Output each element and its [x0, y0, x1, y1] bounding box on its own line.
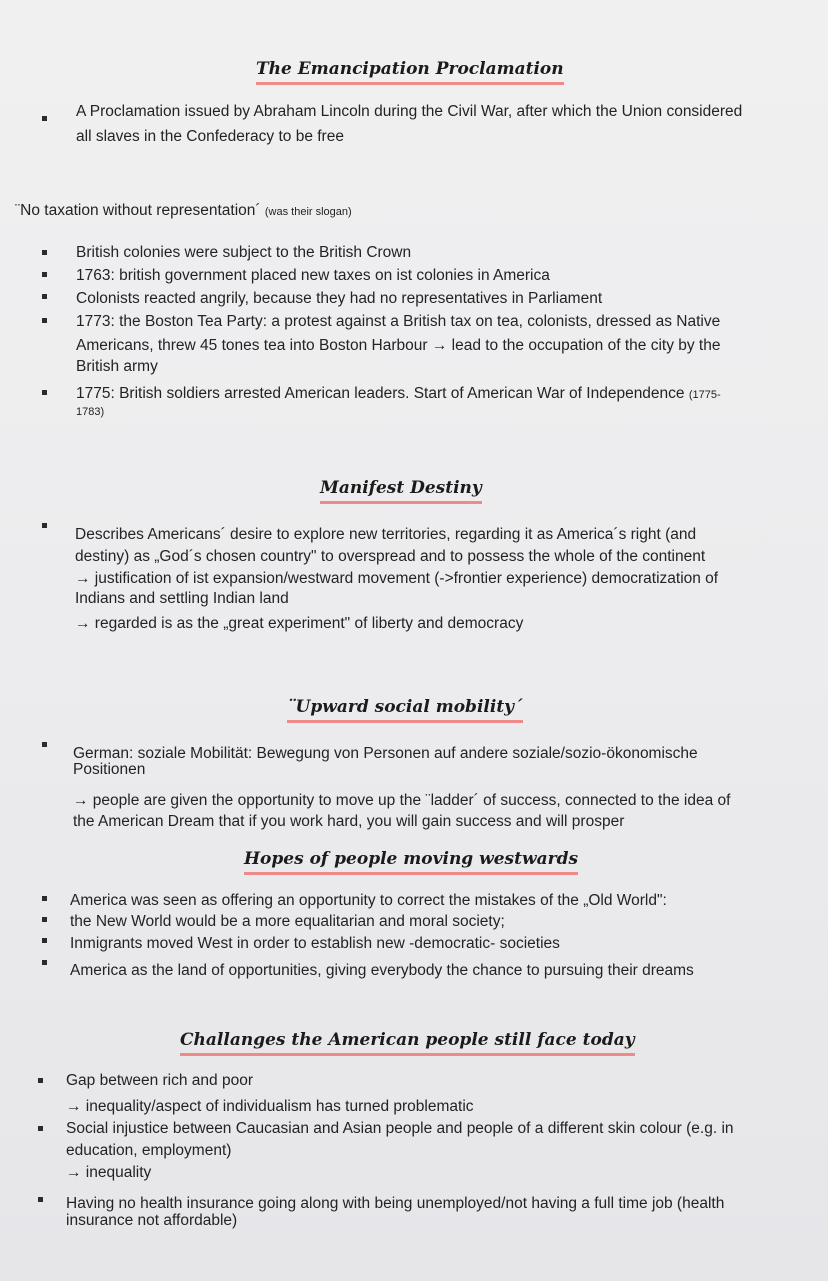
slogan-text: ¨No taxation without representation´ — [15, 202, 261, 219]
heading-challenges-today: Challanges the American people still face today — [180, 1030, 635, 1056]
text-span: 1775: British soldiers arrested American leaders. Start of American War of Independence — [76, 385, 685, 402]
bullet-marker — [38, 1078, 43, 1083]
text-line: → inequality/aspect of individualism has turned problematic — [66, 1098, 474, 1115]
bullet-marker — [42, 116, 47, 121]
bullet-marker — [38, 1126, 43, 1131]
text-line: → inequality — [66, 1164, 152, 1181]
slogan-note: (was their slogan) — [264, 206, 352, 218]
bullet-marker — [42, 742, 47, 747]
text-line: Indians and settling Indian land — [75, 590, 289, 607]
bullet-marker — [42, 896, 47, 901]
text-line: education, employment) — [66, 1142, 232, 1159]
bullet-marker — [38, 1197, 43, 1202]
text-line — [76, 384, 721, 405]
text-line: the New World would be a more equalitarian and moral society; — [70, 913, 505, 930]
slogan-title — [15, 201, 352, 222]
text-line: → justification of ist expansion/westward movement (->frontier experience) democratization of — [75, 570, 719, 587]
text-line: Americans, threw 45 tones tea into Boston Harbour → lead to the occupation of the city by the — [76, 337, 721, 354]
heading-emancipation-proclamation: The Emancipation Proclamation — [256, 59, 564, 85]
heading-upward-social-mobility: ¨Upward social mobility´ — [287, 697, 523, 723]
heading-manifest-destiny: Manifest Destiny — [320, 478, 482, 504]
text-line: Describes Americans´ desire to explore new territories, regarding it as America´s right (and — [75, 526, 697, 543]
text-line: → people are given the opportunity to move up the ¨ladder´ of success, connected to the idea of — [73, 792, 731, 809]
bullet-marker — [42, 960, 47, 965]
text-line: → regarded is as the „great experiment" of liberty and democracy — [75, 615, 524, 632]
text-line: 1763: british government placed new taxes on ist colonies in America — [76, 267, 550, 284]
text-line: Gap between rich and poor — [66, 1072, 253, 1089]
text-line: A Proclamation issued by Abraham Lincoln during the Civil War, after which the Union considered — [76, 103, 743, 120]
text-line: America was seen as offering an opportunity to correct the mistakes of the „Old World": — [70, 892, 667, 909]
text-line: the American Dream that if you work hard, you will gain success and will prosper — [73, 813, 625, 830]
date-note-continued: 1783) — [76, 406, 105, 418]
text-line: destiny) as „God´s chosen country" to overspread and to possess the whole of the continent — [75, 548, 706, 565]
bullet-marker — [42, 272, 47, 277]
bullet-marker — [42, 318, 47, 323]
text-line: Colonists reacted angrily, because they had no representatives in Parliament — [76, 290, 603, 307]
heading-hopes-moving-westwards: Hopes of people moving westwards — [244, 849, 578, 875]
text-line: Having no health insurance going along with being unemployed/not having a full time job (health — [66, 1195, 725, 1212]
text-line: Social injustice between Caucasian and Asian people and people of a different skin colour (e.g. in — [66, 1120, 734, 1137]
bullet-marker — [42, 523, 47, 528]
text-line: Inmigrants moved West in order to establish new -democratic- societies — [70, 935, 560, 952]
bullet-marker — [42, 390, 47, 395]
text-line: British army — [76, 358, 158, 375]
text-line: 1773: the Boston Tea Party: a protest against a British tax on tea, colonists, dressed as Native — [76, 313, 721, 330]
date-note: (1775- — [688, 389, 721, 401]
text-line: all slaves in the Confederacy to be free — [76, 128, 344, 145]
text-line: America as the land of opportunities, giving everybody the chance to pursuing their dreams — [70, 962, 694, 979]
text-line: insurance not affordable) — [66, 1212, 238, 1229]
text-line: German: soziale Mobilität: Bewegung von Personen auf andere soziale/sozio-ökonomische — [73, 745, 698, 762]
text-line: British colonies were subject to the British Crown — [76, 244, 412, 261]
bullet-marker — [42, 917, 47, 922]
bullet-marker — [42, 250, 47, 255]
bullet-marker — [42, 294, 47, 299]
text-line: Positionen — [73, 761, 146, 778]
bullet-marker — [42, 938, 47, 943]
